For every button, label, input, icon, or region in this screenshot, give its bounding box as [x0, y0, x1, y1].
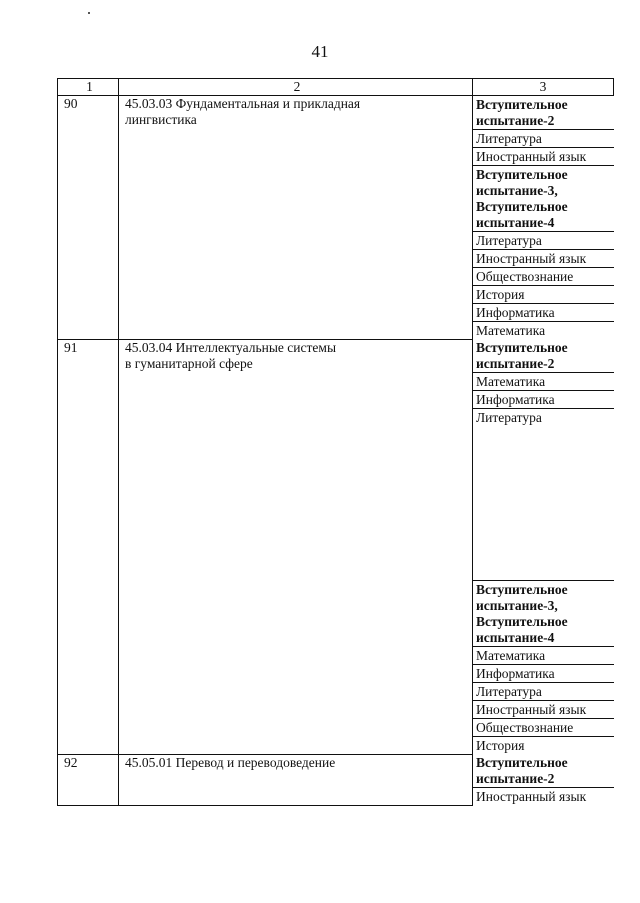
tests-cell: [473, 754, 614, 805]
row-number: 92: [58, 754, 119, 805]
test-group-heading: Вступительное испытание-3, Вступительное испытание-4: [473, 166, 614, 232]
program-line: 45.05.01 Перевод и переводоведение: [125, 754, 336, 770]
header-col-1: 1: [58, 79, 119, 96]
program-line: 45.03.03 Фундаментальная и прикладная: [125, 96, 361, 111]
test-subject: Иностранный язык: [473, 701, 614, 719]
test-group-heading: Вступительное испытание-2: [473, 754, 614, 788]
test-subject: Иностранный язык: [473, 148, 614, 166]
test-subject: Математика: [473, 373, 614, 391]
table-row: [58, 339, 614, 754]
header-col-2: 2: [119, 79, 473, 96]
test-subject: Литература: [473, 409, 614, 581]
tests-cell: [473, 96, 614, 340]
test-subject: Обществознание: [473, 719, 614, 737]
test-subject: Информатика: [473, 391, 614, 409]
test-subject: Математика: [476, 323, 546, 338]
program-name: [119, 96, 473, 340]
test-subject: Литература: [473, 130, 614, 148]
tests-cell: [473, 339, 614, 754]
test-subject: Информатика: [473, 304, 614, 322]
table-row: [58, 96, 614, 340]
program-name: [119, 339, 473, 754]
row-number: 91: [58, 339, 119, 754]
test-group-heading: Вступительное испытание-2: [473, 339, 614, 373]
test-group-heading: Вступительное испытание-3, Вступительное испытание-4: [473, 581, 614, 647]
scan-speck: [88, 12, 90, 14]
row-number: 90: [58, 96, 119, 340]
test-subject: Обществознание: [473, 268, 614, 286]
program-line: 45.03.04 Интеллектуальные системы: [125, 339, 337, 355]
test-subject: Литература: [473, 232, 614, 250]
test-subject: Иностранный язык: [476, 789, 587, 804]
test-subject: Литература: [473, 683, 614, 701]
table-header-row: [58, 79, 614, 96]
test-subject: Математика: [473, 647, 614, 665]
page-number: 41: [311, 42, 329, 61]
table-row: [58, 754, 614, 805]
test-subject: Информатика: [473, 665, 614, 683]
test-subject: Иностранный язык: [473, 250, 614, 268]
program-name: [119, 754, 473, 805]
test-subject: История: [476, 738, 525, 753]
test-group-heading: Вступительное испытание-2: [473, 96, 614, 130]
admission-tests-table: [57, 78, 614, 806]
program-line: в гуманитарной сфере: [125, 355, 253, 371]
program-line: лингвистика: [125, 112, 197, 127]
test-subject: История: [473, 286, 614, 304]
header-col-3: 3: [473, 79, 614, 96]
